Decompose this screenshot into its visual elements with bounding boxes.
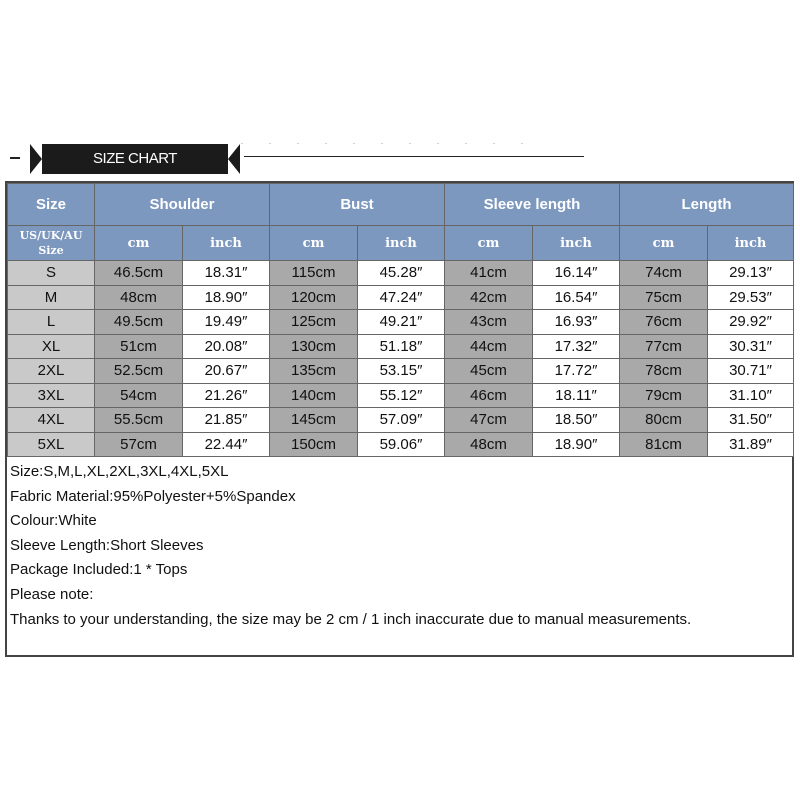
table-row (8, 310, 794, 335)
table-cell: 80cm (620, 408, 708, 433)
table-row (8, 408, 794, 433)
table-cell: 42cm (445, 285, 533, 310)
size-chart-banner (30, 144, 240, 174)
table-cell: 74cm (620, 261, 708, 286)
header-sleeve-length: Sleeve length (445, 184, 620, 226)
note-fabric: Fabric Material:95%Polyester+5%Spandex (10, 487, 296, 505)
table-cell: 140cm (270, 383, 358, 408)
note-sizes: Size:S,M,L,XL,2XL,3XL,4XL,5XL (10, 463, 229, 480)
table-cell: 18.31″ (183, 261, 270, 286)
table-cell: 53.15″ (358, 359, 445, 384)
table-cell: 115cm (270, 261, 358, 286)
size-cell: M (8, 285, 95, 310)
header-length: Length (620, 184, 794, 226)
size-cell: S (8, 261, 95, 286)
table-cell: 57.09″ (358, 408, 445, 433)
banner-tail-left (30, 144, 42, 174)
table-cell: 22.44″ (183, 432, 270, 457)
table-row (8, 432, 794, 457)
table-cell: 51cm (95, 334, 183, 359)
banner-rule (244, 156, 584, 157)
table-cell: 48cm (95, 285, 183, 310)
table-cell: 49.21″ (358, 310, 445, 335)
table-cell: 46.5cm (95, 261, 183, 286)
size-region-label: US/UK/AU (19, 229, 83, 242)
table-cell: 130cm (270, 334, 358, 359)
table-cell: 21.26″ (183, 383, 270, 408)
table-cell: 52.5cm (95, 359, 183, 384)
table-cell: 59.06″ (358, 432, 445, 457)
dots-decoration (228, 142, 548, 144)
size-table (7, 183, 794, 457)
header-size-region (8, 226, 95, 261)
table-cell: 44cm (445, 334, 533, 359)
table-cell: 120cm (270, 285, 358, 310)
table-cell: 29.92″ (708, 310, 794, 335)
table-cell: 125cm (270, 310, 358, 335)
note-package: Package Included:1 * Tops (10, 561, 188, 579)
table-cell: 41cm (445, 261, 533, 286)
unit-shoulder-inch: inch (183, 226, 270, 261)
table-cell: 16.93″ (533, 310, 620, 335)
table-cell: 16.54″ (533, 285, 620, 310)
table-cell: 75cm (620, 285, 708, 310)
table-cell: 18.50″ (533, 408, 620, 433)
table-cell: 47cm (445, 408, 533, 433)
table-cell: 55.5cm (95, 408, 183, 433)
banner-tail-right (228, 144, 240, 174)
table-cell: 49.5cm (95, 310, 183, 335)
table-cell: 31.10″ (708, 383, 794, 408)
unit-bust-cm: cm (270, 226, 358, 261)
table-cell: 20.08″ (183, 334, 270, 359)
table-cell: 77cm (620, 334, 708, 359)
note-colour: Colour:White (10, 512, 97, 530)
size-cell: 3XL (8, 383, 95, 408)
product-notes (10, 460, 790, 632)
table-cell: 19.49″ (183, 310, 270, 335)
unit-shoulder-cm: cm (95, 226, 183, 261)
table-cell: 47.24″ (358, 285, 445, 310)
unit-bust-inch: inch (358, 226, 445, 261)
size-rows (8, 261, 794, 457)
note-please: Please note: (10, 585, 94, 603)
table-row (8, 285, 794, 310)
table-cell: 45.28″ (358, 261, 445, 286)
header-row-groups (8, 184, 794, 226)
table-row (8, 261, 794, 286)
banner-title: SIZE CHART (42, 144, 228, 174)
table-row (8, 359, 794, 384)
table-cell: 30.31″ (708, 334, 794, 359)
unit-length-cm: cm (620, 226, 708, 261)
unit-sleeve-cm: cm (445, 226, 533, 261)
table-cell: 135cm (270, 359, 358, 384)
table-cell: 48cm (445, 432, 533, 457)
table-cell: 51.18″ (358, 334, 445, 359)
table-cell: 20.67″ (183, 359, 270, 384)
table-cell: 17.32″ (533, 334, 620, 359)
table-cell: 21.85″ (183, 408, 270, 433)
note-sleeve: Sleeve Length:Short Sleeves (10, 536, 204, 554)
table-cell: 31.89″ (708, 432, 794, 457)
table-cell: 78cm (620, 359, 708, 384)
table-row (8, 383, 794, 408)
table-cell: 81cm (620, 432, 708, 457)
table-cell: 55.12″ (358, 383, 445, 408)
table-cell: 46cm (445, 383, 533, 408)
table-row (8, 334, 794, 359)
header-shoulder: Shoulder (95, 184, 270, 226)
table-cell: 29.53″ (708, 285, 794, 310)
size-cell: L (8, 310, 95, 335)
header-size: Size (8, 184, 95, 226)
table-cell: 79cm (620, 383, 708, 408)
table-cell: 16.14″ (533, 261, 620, 286)
size-region-sub: Size (38, 244, 64, 257)
table-cell: 29.13″ (708, 261, 794, 286)
table-cell: 57cm (95, 432, 183, 457)
table-cell: 54cm (95, 383, 183, 408)
table-cell: 43cm (445, 310, 533, 335)
header-bust: Bust (270, 184, 445, 226)
table-cell: 76cm (620, 310, 708, 335)
table-cell: 18.90″ (183, 285, 270, 310)
table-cell: 150cm (270, 432, 358, 457)
size-cell: XL (8, 334, 95, 359)
unit-sleeve-inch: inch (533, 226, 620, 261)
note-disclaimer: Thanks to your understanding, the size may be 2 cm / 1 inch inaccurate due to manual measurements. (10, 610, 692, 628)
table-cell: 145cm (270, 408, 358, 433)
table-cell: 31.50″ (708, 408, 794, 433)
size-cell: 2XL (8, 359, 95, 384)
table-cell: 17.72″ (533, 359, 620, 384)
table-cell: 30.71″ (708, 359, 794, 384)
table-cell: 18.90″ (533, 432, 620, 457)
size-cell: 4XL (8, 408, 95, 433)
dash-left-decoration (10, 157, 20, 159)
unit-length-inch: inch (708, 226, 794, 261)
table-cell: 18.11″ (533, 383, 620, 408)
size-cell: 5XL (8, 432, 95, 457)
header-row-units (8, 226, 794, 261)
table-cell: 45cm (445, 359, 533, 384)
